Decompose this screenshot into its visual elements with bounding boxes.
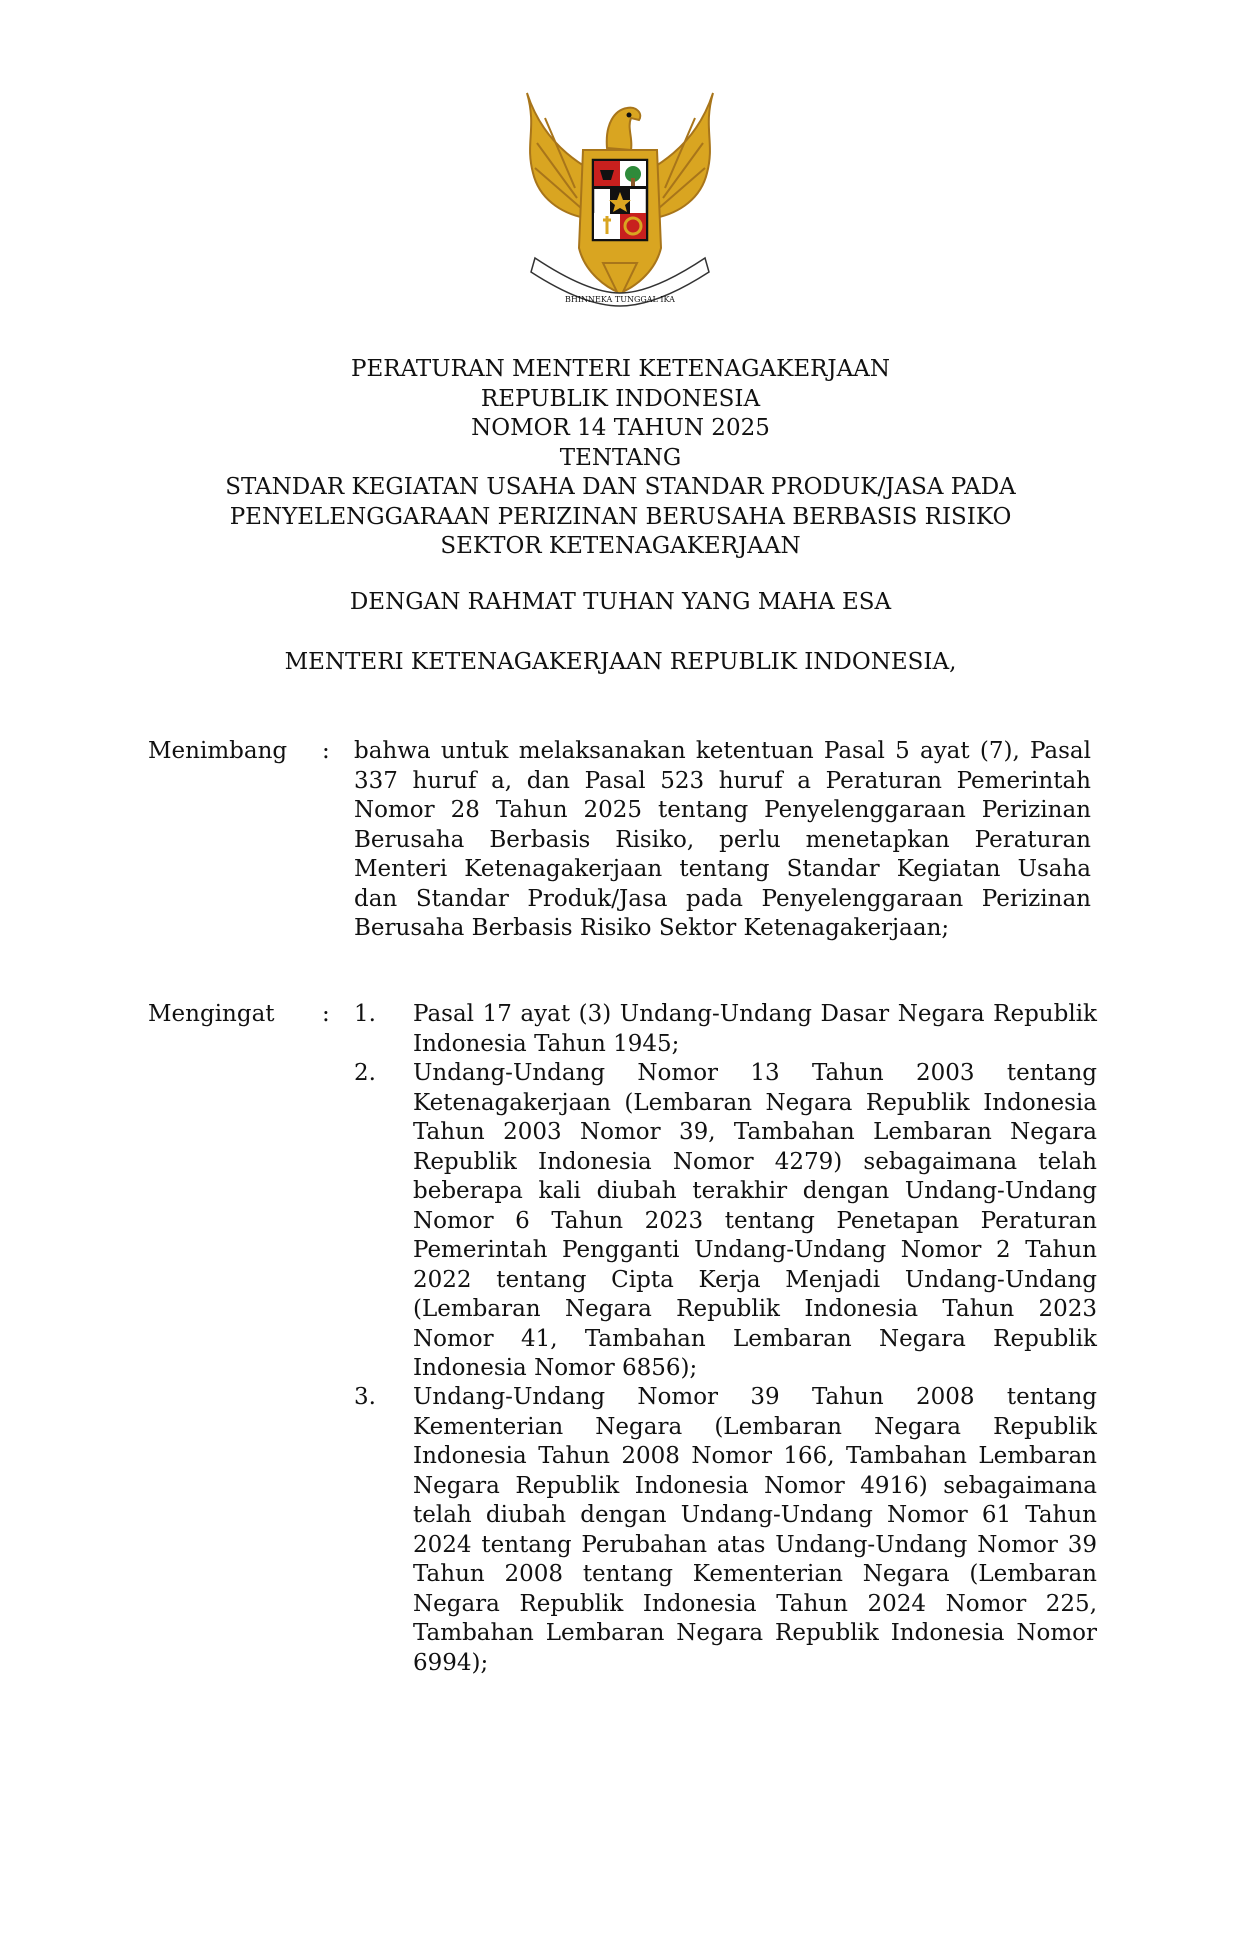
list-item-number: 3. xyxy=(354,1384,376,1410)
menimbang-colon: : xyxy=(322,738,330,764)
title-line: TENTANG xyxy=(559,444,682,471)
title-line: PENYELENGGARAAN PERIZINAN BERUSAHA BERBASIS RISIKO xyxy=(229,503,1012,530)
title-line: PERATURAN MENTERI KETENAGAKERJAAN xyxy=(350,356,890,382)
regulation-title xyxy=(0,355,1241,562)
svg-text:BHINNEKA TUNGGAL IKA: BHINNEKA TUNGGAL IKA xyxy=(565,295,675,304)
mengingat-label: Mengingat xyxy=(148,1001,275,1027)
minister-title: MENTERI KETENAGAKERJAAN REPUBLIK INDONESIA, xyxy=(284,649,957,675)
list-item-number: 1. xyxy=(354,1001,376,1027)
list-item: Undang-Undang Nomor 39 Tahun 2008 tentang Kementerian Negara (Lembaran Negara Republik Indonesia Tahun 2008 Nomor 166, Tambahan Lembaran Negara Republik Indonesia Nomor 4916) sebagaimana telah diubah dengan Undang-Undang Nomor 61 Tahun 2024 tentang Perubahan atas Undang-Undang Nomor 39 Tahun 2008 tentang Kementerian Negara (Lembaran Negara Republik Indonesia Tahun 2024 Nomor 225, Tambahan Lembaran Negara Republik Indonesia Nomor 6994); xyxy=(413,1384,1097,1676)
menimbang-text: bahwa untuk melaksanakan ketentuan Pasal 5 ayat (7), Pasal 337 huruf a, dan Pasal 523 huruf a Peraturan Pemerintah Nomor 28 Tahun 2025 tentang Penyelenggaraan Perizinan Berusaha Berbasis Risiko, perlu menetapkan Peraturan Menteri Ketenagakerjaan tentang Standar Kegiatan Usaha dan Standar Produk/Jasa pada Penyelenggaraan Perizinan Berusaha Berbasis Risiko Sektor Ketenagakerjaan; xyxy=(354,738,1091,941)
title-line: NOMOR 14 TAHUN 2025 xyxy=(471,415,770,441)
mengingat-colon: : xyxy=(322,1001,330,1027)
menimbang-label: Menimbang xyxy=(148,738,288,764)
title-line: STANDAR KEGIATAN USAHA DAN STANDAR PRODUK/JASA PADA xyxy=(225,474,1016,500)
garuda-pancasila-emblem-icon xyxy=(515,88,725,308)
invocation: DENGAN RAHMAT TUHAN YANG MAHA ESA xyxy=(349,589,892,615)
list-item-number: 2. xyxy=(354,1060,376,1086)
list-item: Pasal 17 ayat (3) Undang-Undang Dasar Negara Republik Indonesia Tahun 1945; xyxy=(413,1001,1097,1057)
title-line: REPUBLIK INDONESIA xyxy=(480,385,761,412)
list-item: Undang-Undang Nomor 13 Tahun 2003 tentang Ketenagakerjaan (Lembaran Negara Republik Indonesia Tahun 2003 Nomor 39, Tambahan Lembaran Negara Republik Indonesia Nomor 4279) sebagaimana telah beberapa kali diubah terakhir dengan Undang-Undang Nomor 6 Tahun 2023 tentang Penetapan Peraturan Pemerintah Pengganti Undang-Undang Nomor 2 Tahun 2022 tentang Cipta Kerja Menjadi Undang-Undang (Lembaran Negara Republik Indonesia Tahun 2023 Nomor 41, Tambahan Lembaran Negara Republik Indonesia Nomor 6856); xyxy=(413,1060,1097,1381)
title-line: SEKTOR KETENAGAKERJAAN xyxy=(440,533,801,559)
